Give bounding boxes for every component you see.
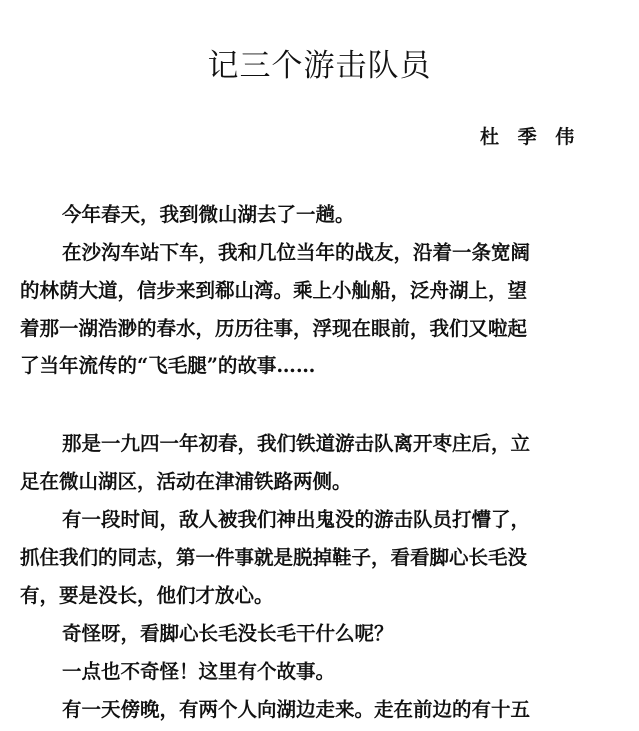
paragraph-line: 奇怪呀，看脚心长毛没长毛干什么呢？ [62, 622, 394, 645]
paragraph-line: 了当年流传的“飞毛腿”的故事…… [20, 354, 316, 377]
paragraph-line: 足在微山湖区，活动在津浦铁路两侧。 [20, 470, 352, 493]
paragraph-line: 抓住我们的同志，第一件事就是脱掉鞋子，看看脚心长毛没 [20, 546, 528, 569]
paragraph-line: 的林荫大道，信步来到郗山湾。乘上小舢船，泛舟湖上，望 [20, 279, 528, 302]
paragraph-line: 着那一湖浩渺的春水，历历往事，浮现在眼前，我们又啦起 [20, 317, 528, 340]
paragraph-line: 今年春天，我到微山湖去了一趟。 [62, 203, 355, 226]
paragraph-line: 有一段时间，敌人被我们神出鬼没的游击队员打懵了， [62, 508, 531, 531]
paragraph-line: 有，要是没长，他们才放心。 [20, 584, 274, 607]
article-title: 记三个游击队员 [207, 48, 432, 84]
paragraph-line: 那是一九四一年初春，我们铁道游击队离开枣庄后，立 [62, 432, 531, 455]
paragraph-line: 有一天傍晚，有两个人向湖边走来。走在前边的有十五 [62, 698, 531, 721]
paragraph-line: 在沙沟车站下车，我和几位当年的战友，沿着一条宽阔 [62, 241, 531, 264]
paragraph-line: 一点也不奇怪！这里有个故事。 [62, 660, 336, 683]
author-name: 杜 季 伟 [480, 126, 581, 148]
